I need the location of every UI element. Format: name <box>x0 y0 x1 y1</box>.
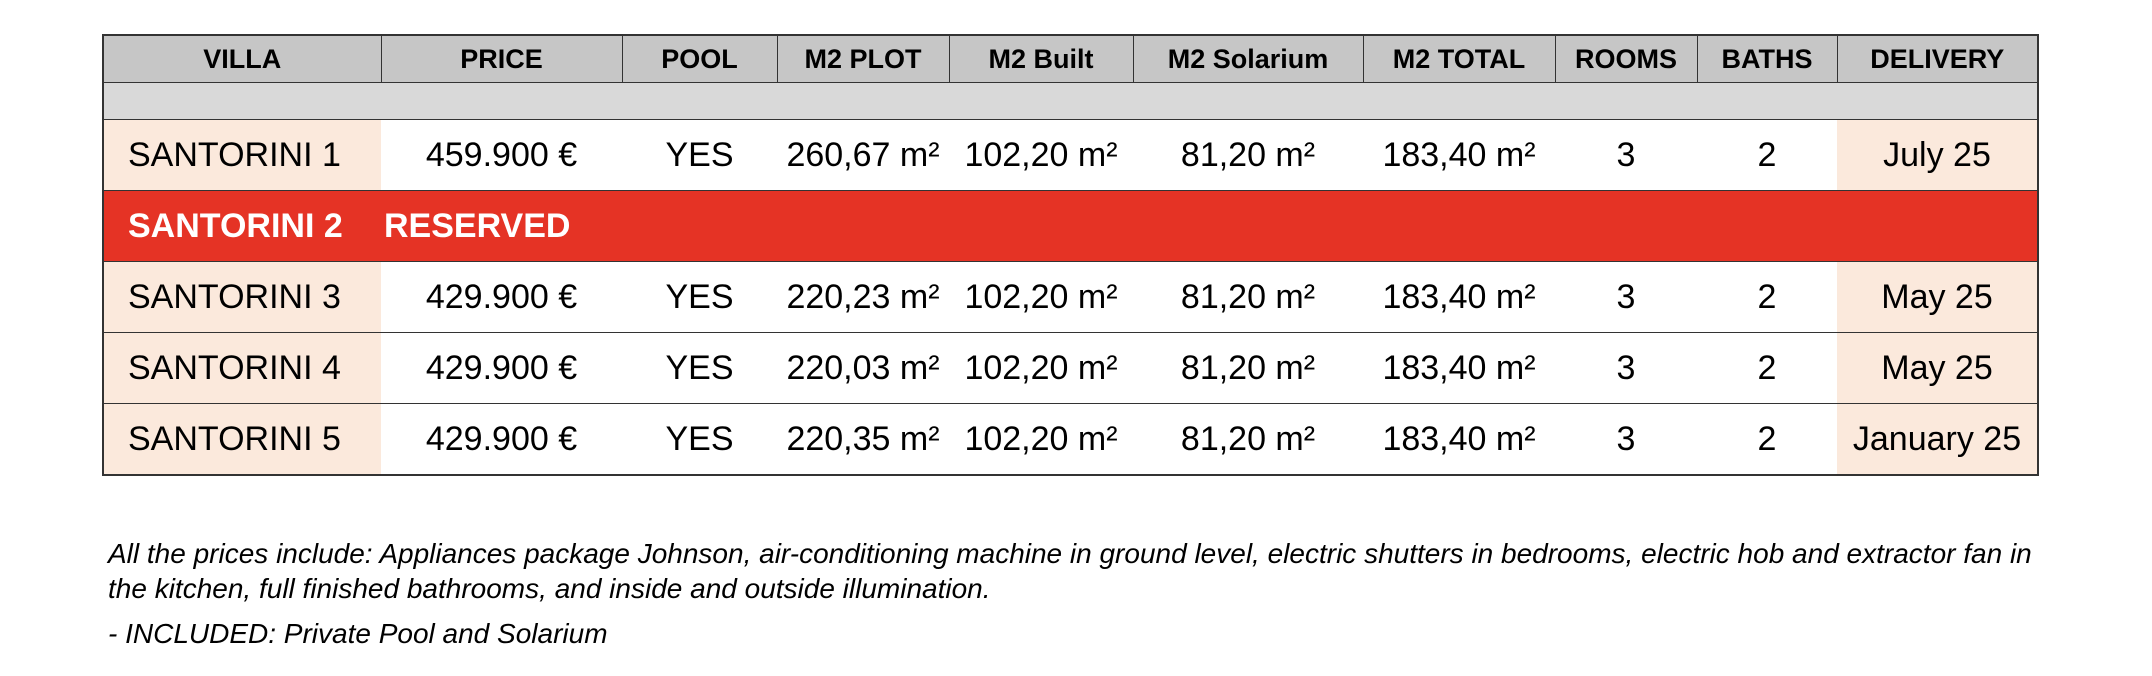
pool-cell: YES <box>622 404 777 476</box>
villa-name: SANTORINI 3 <box>103 262 381 333</box>
solarium-cell: 81,20 m² <box>1133 262 1363 333</box>
table-header-row <box>103 35 2038 83</box>
rooms-cell: 3 <box>1555 404 1697 476</box>
table-row <box>103 120 2038 191</box>
baths-cell: 2 <box>1697 262 1837 333</box>
total-cell: 183,40 m² <box>1363 262 1555 333</box>
header-m2-built: M2 Built <box>949 35 1133 83</box>
rooms-cell: 3 <box>1555 120 1697 191</box>
plot-cell: 220,03 m² <box>777 333 949 404</box>
price-cell: 429.900 € <box>381 404 622 476</box>
price-cell: 429.900 € <box>381 333 622 404</box>
solarium-cell: 81,20 m² <box>1133 120 1363 191</box>
villa-price-table <box>102 34 2039 476</box>
rooms-cell: 3 <box>1555 262 1697 333</box>
prices-include-note: All the prices include: Appliances package Johnson, air-conditioning machine in ground level, electric shutters in bedrooms, electric hob and extractor fan in the kitchen, full finished bathrooms, and inside and outside illumination. <box>108 538 2032 604</box>
solarium-cell: 81,20 m² <box>1133 404 1363 476</box>
total-cell: 183,40 m² <box>1363 404 1555 476</box>
header-pool: POOL <box>622 35 777 83</box>
villa-name: SANTORINI 4 <box>103 333 381 404</box>
header-villa: VILLA <box>103 35 381 83</box>
reserved-cell <box>103 191 2038 262</box>
header-m2-plot: M2 PLOT <box>777 35 949 83</box>
header-m2-total: M2 TOTAL <box>1363 35 1555 83</box>
table-row <box>103 333 2038 404</box>
total-cell: 183,40 m² <box>1363 120 1555 191</box>
price-cell: 459.900 € <box>381 120 622 191</box>
included-note: - INCLUDED: Private Pool and Solarium <box>108 618 608 649</box>
reserved-row <box>103 191 2038 262</box>
pool-cell: YES <box>622 120 777 191</box>
baths-cell: 2 <box>1697 120 1837 191</box>
delivery-cell: May 25 <box>1837 262 2038 333</box>
table-row <box>103 262 2038 333</box>
delivery-cell: May 25 <box>1837 333 2038 404</box>
villa-name: SANTORINI 1 <box>103 120 381 191</box>
price-notes <box>108 536 2068 651</box>
rooms-cell: 3 <box>1555 333 1697 404</box>
reserved-status: RESERVED <box>384 206 571 245</box>
spacer-cell <box>103 83 2038 120</box>
price-cell: 429.900 € <box>381 262 622 333</box>
total-cell: 183,40 m² <box>1363 333 1555 404</box>
delivery-cell: July 25 <box>1837 120 2038 191</box>
villa-name: SANTORINI 5 <box>103 404 381 476</box>
built-cell: 102,20 m² <box>949 404 1133 476</box>
delivery-cell: January 25 <box>1837 404 2038 476</box>
table-row <box>103 404 2038 476</box>
plot-cell: 220,35 m² <box>777 404 949 476</box>
solarium-cell: 81,20 m² <box>1133 333 1363 404</box>
reserved-villa-name: SANTORINI 2 <box>128 206 343 245</box>
table-spacer-row <box>103 83 2038 120</box>
baths-cell: 2 <box>1697 404 1837 476</box>
plot-cell: 220,23 m² <box>777 262 949 333</box>
baths-cell: 2 <box>1697 333 1837 404</box>
pool-cell: YES <box>622 333 777 404</box>
header-delivery: DELIVERY <box>1837 35 2038 83</box>
header-m2-solarium: M2 Solarium <box>1133 35 1363 83</box>
header-price: PRICE <box>381 35 622 83</box>
built-cell: 102,20 m² <box>949 120 1133 191</box>
built-cell: 102,20 m² <box>949 262 1133 333</box>
header-baths: BATHS <box>1697 35 1837 83</box>
header-rooms: ROOMS <box>1555 35 1697 83</box>
pool-cell: YES <box>622 262 777 333</box>
built-cell: 102,20 m² <box>949 333 1133 404</box>
plot-cell: 260,67 m² <box>777 120 949 191</box>
